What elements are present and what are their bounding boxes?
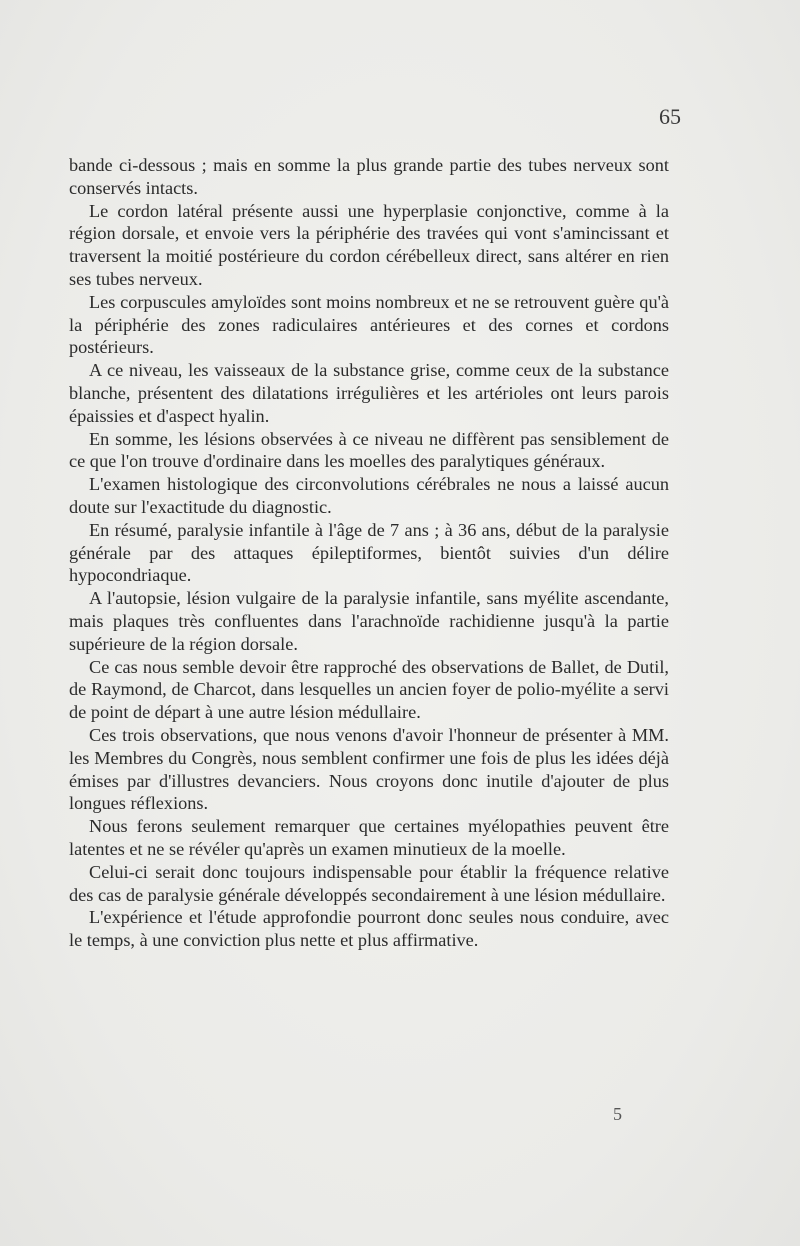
- paragraph-ce-cas: Ce cas nous semble devoir être rapproché des observations de Ballet, de Dutil, de Raymond, de Charcot, dans lesquelles un ancien foyer de polio-myélite a servi de point de départ à une autre lésion médullaire.: [69, 656, 669, 723]
- paragraph-myelopathies: Nous ferons seulement remarquer que certaines myélopathies peuvent être latentes et ne se révéler qu'après un examen minutieux de la moelle.: [69, 816, 669, 859]
- paragraph-continuation: bande ci-dessous ; mais en somme la plus grande partie des tubes nerveux sont conservés intacts.: [69, 155, 669, 198]
- page-number: 65: [659, 104, 681, 129]
- paragraph-resume: En résumé, paralysie infantile à l'âge de 7 ans ; à 36 ans, début de la paralysie générale par des attaques épileptiformes, bientôt suivies d'un délire hypocondriaque.: [69, 519, 669, 586]
- paragraph-trois-observations: Ces trois observations, que nous venons d'avoir l'honneur de présenter à MM. les Membres du Congrès, nous semblent confirmer une fois de plus les idées déjà émises par d'illustres devanciers. Nous croyons donc inutile d'ajouter de plus longues réflexions.: [69, 724, 669, 814]
- paragraph-en-somme: En somme, les lésions observées à ce niveau ne diffèrent pas sensiblement de ce que l'on trouve d'ordinaire dans les moelles des paralytiques généraux.: [69, 428, 669, 472]
- paragraph-cordon-lateral: Le cordon latéral présente aussi une hyperplasie conjonctive, comme à la région dorsale, et envoie vers la périphérie des travées qui vont s'amincissant et traversent la moitié postérieure du cordon cérébelleux direct, sans altérer en rien ses tubes nerveux.: [69, 200, 669, 289]
- signature-mark: 5: [613, 1104, 622, 1124]
- paragraph-experience: L'expérience et l'étude approfondie pourront donc seules nous conduire, avec le temps, à une conviction plus nette et plus affirmative.: [69, 907, 669, 951]
- paragraph-examen: L'examen histologique des circonvolutions cérébrales ne nous a laissé aucun doute sur l'exactitude du diagnostic.: [69, 474, 669, 517]
- paragraph-corpuscules: Les corpuscules amyloïdes sont moins nombreux et ne se retrouvent guère qu'à la périphérie des zones radiculaires antérieures et des cornes et cordons postérieurs.: [69, 291, 669, 358]
- paragraph-celui-ci: Celui-ci serait donc toujours indispensable pour établir la fréquence relative des cas de paralysie générale développés secondairement à une lésion médullaire.: [69, 861, 669, 905]
- paragraph-autopsie: A l'autopsie, lésion vulgaire de la paralysie infantile, sans myélite ascendante, mais plaques très confluentes dans l'arachnoïde rachidienne jusqu'à la partie supérieure de la région dorsale.: [69, 588, 669, 654]
- paragraph-vaisseaux: A ce niveau, les vaisseaux de la substance grise, comme ceux de la substance blanche, présentent des dilatations irrégulières et les artérioles ont leurs parois épaissies et d'aspect hyalin.: [69, 360, 669, 426]
- body-text: [69, 154, 669, 952]
